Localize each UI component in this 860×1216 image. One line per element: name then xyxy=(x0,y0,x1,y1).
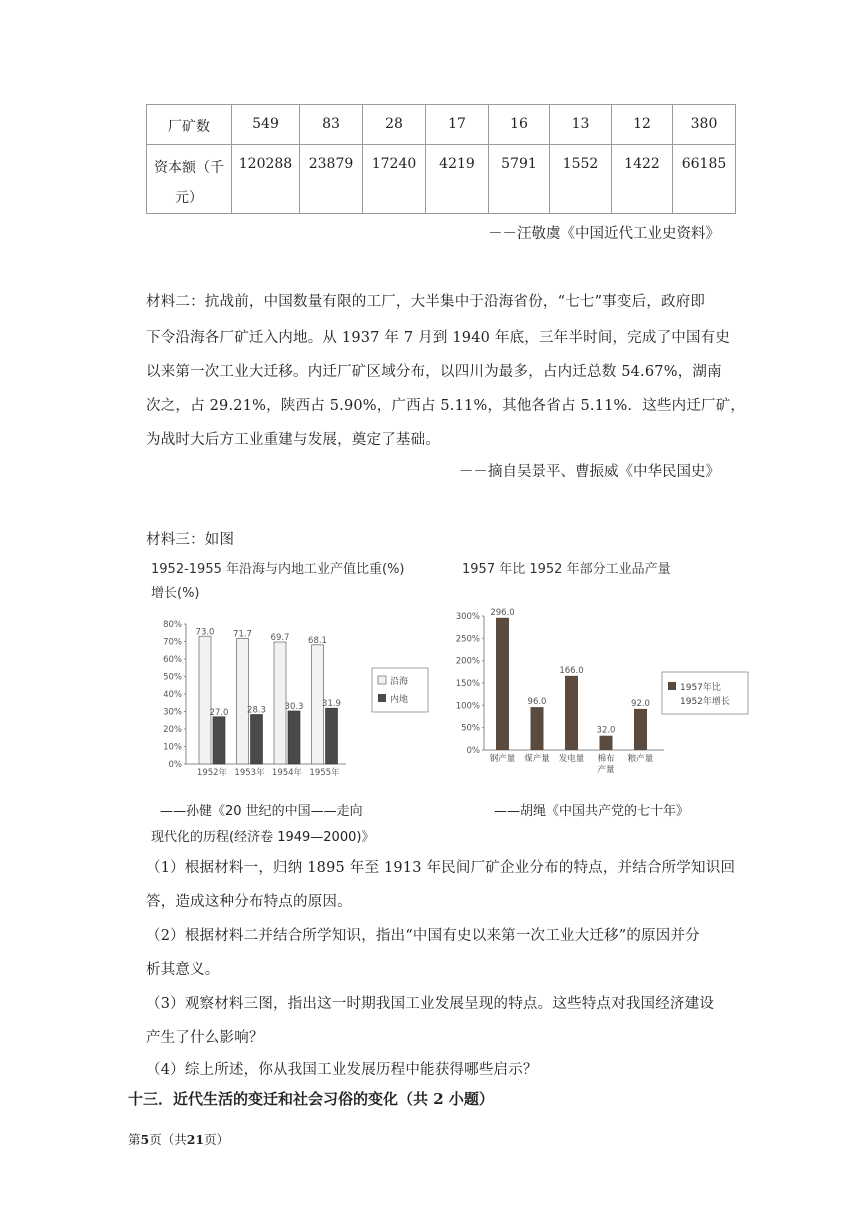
bar xyxy=(531,707,544,750)
data-label: 73.0 xyxy=(195,627,215,638)
chart2 xyxy=(446,606,776,788)
table-cell: 1422 xyxy=(612,145,673,214)
table-cell: 13 xyxy=(550,105,612,145)
legend-box xyxy=(662,672,748,714)
table-cell: 380 xyxy=(673,105,736,145)
y-tick-label: 150% xyxy=(455,679,480,689)
data-label: 27.0 xyxy=(209,707,229,718)
question-line: 答，造成这种分布特点的原因。 xyxy=(146,894,352,910)
bar-coastal xyxy=(237,639,249,764)
y-tick-label: 20% xyxy=(163,725,182,735)
section-heading: 十三．近代生活的变迁和社会习俗的变化（共 2 小题） xyxy=(128,1090,494,1108)
x-tick-label: 1953年 xyxy=(234,768,265,778)
y-tick-label: 80% xyxy=(163,620,182,630)
question-line: （3）观察材料三图，指出这一时期我国工业发展呈现的特点。这些特点对我国经济建设 xyxy=(146,996,715,1012)
table-cell: 23879 xyxy=(300,145,363,214)
table-cell: 66185 xyxy=(673,145,736,214)
x-tick-label: 1955年 xyxy=(309,768,340,778)
data-label: 296.0 xyxy=(490,607,515,618)
table-cell: 120288 xyxy=(232,145,300,214)
table-row xyxy=(147,145,736,214)
y-tick-label: 60% xyxy=(163,655,182,665)
data-label: 32.0 xyxy=(596,725,616,736)
x-tick-label: 1954年 xyxy=(271,768,303,778)
y-tick-label: 300% xyxy=(455,612,480,622)
y-tick-label: 10% xyxy=(163,742,182,753)
data-table xyxy=(146,104,736,214)
chart1-title: 1952-1955 年沿海与内地工业产值比重(%) xyxy=(151,562,405,577)
row-label-capital: 资本额（千 元） xyxy=(147,145,232,214)
data-label: 96.0 xyxy=(527,697,547,708)
table-row xyxy=(147,105,736,145)
legend-swatch-coastal xyxy=(378,676,386,684)
chart1-source: ——孙健《20 世纪的中国——走向 xyxy=(160,804,363,819)
x-tick-label: 粮产量 xyxy=(627,754,654,764)
chart2-source: ——胡绳《中国共产党的七十年》 xyxy=(494,804,690,819)
legend-box xyxy=(372,668,428,712)
chart1-subtitle: 增长(%) xyxy=(151,586,200,601)
chart1-source: 现代化的历程(经济卷 1949—2000)》 xyxy=(151,830,375,845)
y-tick-label: 50% xyxy=(461,723,480,734)
material2-line: 为战时大后方工业重建与发展，奠定了基础。 xyxy=(146,432,440,448)
material2-line: 次之，占 29.21%，陕西占 5.90%，广西占 5.11%，其他各省占 5.11%．这些内迁厂矿， xyxy=(146,398,746,414)
table-cell: 17240 xyxy=(363,145,426,214)
x-tick-label: 棉布 xyxy=(597,754,615,764)
x-tick-label: 1952年 xyxy=(196,768,228,778)
question-line: 析其意义。 xyxy=(146,962,220,978)
x-tick-label: 产量 xyxy=(597,765,615,775)
table-cell: 12 xyxy=(612,105,673,145)
table-cell: 549 xyxy=(232,105,300,145)
data-label: 71.7 xyxy=(233,629,252,640)
question-line: （1）根据材料一，归纳 1895 年至 1913 年民间厂矿企业分布的特点，并结合所学知识回 xyxy=(146,860,736,876)
material2-source: －－摘自吴景平、曹振威《中华民国史》 xyxy=(459,464,720,480)
table-cell: 1552 xyxy=(550,145,612,214)
x-tick-label: 钢产量 xyxy=(489,754,516,764)
legend-label: 1952年增长 xyxy=(680,697,730,707)
legend-label-inland: 内地 xyxy=(390,695,409,705)
y-tick-label: 40% xyxy=(163,690,182,700)
bar-inland xyxy=(326,708,338,764)
bar xyxy=(496,618,509,750)
data-label: 68.1 xyxy=(308,635,327,646)
y-tick-label: 70% xyxy=(163,637,182,648)
legend-label: 1957年比 xyxy=(680,683,721,693)
chart2-title: 1957 年比 1952 年部分工业品产量 xyxy=(462,562,671,577)
table-cell: 28 xyxy=(363,105,426,145)
bar xyxy=(600,736,613,750)
x-tick-label: 发电量 xyxy=(558,754,585,764)
table-cell: 83 xyxy=(300,105,363,145)
question-line: 产生了什么影响？ xyxy=(146,1030,264,1046)
data-label: 166.0 xyxy=(559,665,584,676)
data-label: 30.3 xyxy=(284,701,304,712)
material2-line: 下令沿海各厂矿迁入内地。从 1937 年 7 月到 1940 年底，三年半时间，完成了中国有史 xyxy=(146,330,731,346)
table-cell: 4219 xyxy=(426,145,489,214)
legend-label-coastal: 沿海 xyxy=(390,677,409,687)
data-label: 69.7 xyxy=(270,633,290,644)
bar-inland xyxy=(288,711,300,764)
data-label: 31.9 xyxy=(322,699,341,710)
table-cell: 16 xyxy=(489,105,550,145)
y-tick-label: 0% xyxy=(168,760,182,770)
row-label-factories: 厂矿数 xyxy=(147,105,232,145)
data-label: 92.0 xyxy=(631,698,650,709)
x-tick-label: 煤产量 xyxy=(524,754,550,764)
table-source: －－汪敬虞《中国近代工业史资料》 xyxy=(488,226,720,242)
page-footer: 第5页（共21页） xyxy=(128,1132,230,1147)
bar xyxy=(634,709,647,750)
y-tick-label: 0% xyxy=(466,746,480,756)
bar-inland xyxy=(251,714,263,764)
bar-coastal xyxy=(199,636,211,764)
legend-swatch-inland xyxy=(378,694,386,702)
legend-swatch xyxy=(668,682,676,690)
table-cell: 17 xyxy=(426,105,489,145)
material2-line: 材料二：抗战前，中国数量有限的工厂，大半集中于沿海省份，“七七”事变后，政府即 xyxy=(146,294,706,310)
question-line: （2）根据材料二并结合所学知识，指出“中国有史以来第一次工业大迁移”的原因并分 xyxy=(146,928,700,944)
chart1 xyxy=(146,612,432,788)
y-tick-label: 30% xyxy=(163,707,182,718)
data-label: 28.3 xyxy=(247,705,266,716)
bar xyxy=(565,676,578,750)
y-tick-label: 250% xyxy=(455,634,480,645)
question-line: （4）综上所述，你从我国工业发展历程中能获得哪些启示？ xyxy=(146,1062,538,1078)
bar-inland xyxy=(213,717,225,764)
y-tick-label: 50% xyxy=(163,672,182,683)
material3-label: 材料三：如图 xyxy=(146,532,235,548)
y-tick-label: 100% xyxy=(455,701,480,712)
table-cell: 5791 xyxy=(489,145,550,214)
material2-line: 以来第一次工业大迁移。内迁厂矿区域分布，以四川为最多，占内迁总数 54.67%，湖南 xyxy=(146,364,722,380)
y-tick-label: 200% xyxy=(455,656,480,667)
